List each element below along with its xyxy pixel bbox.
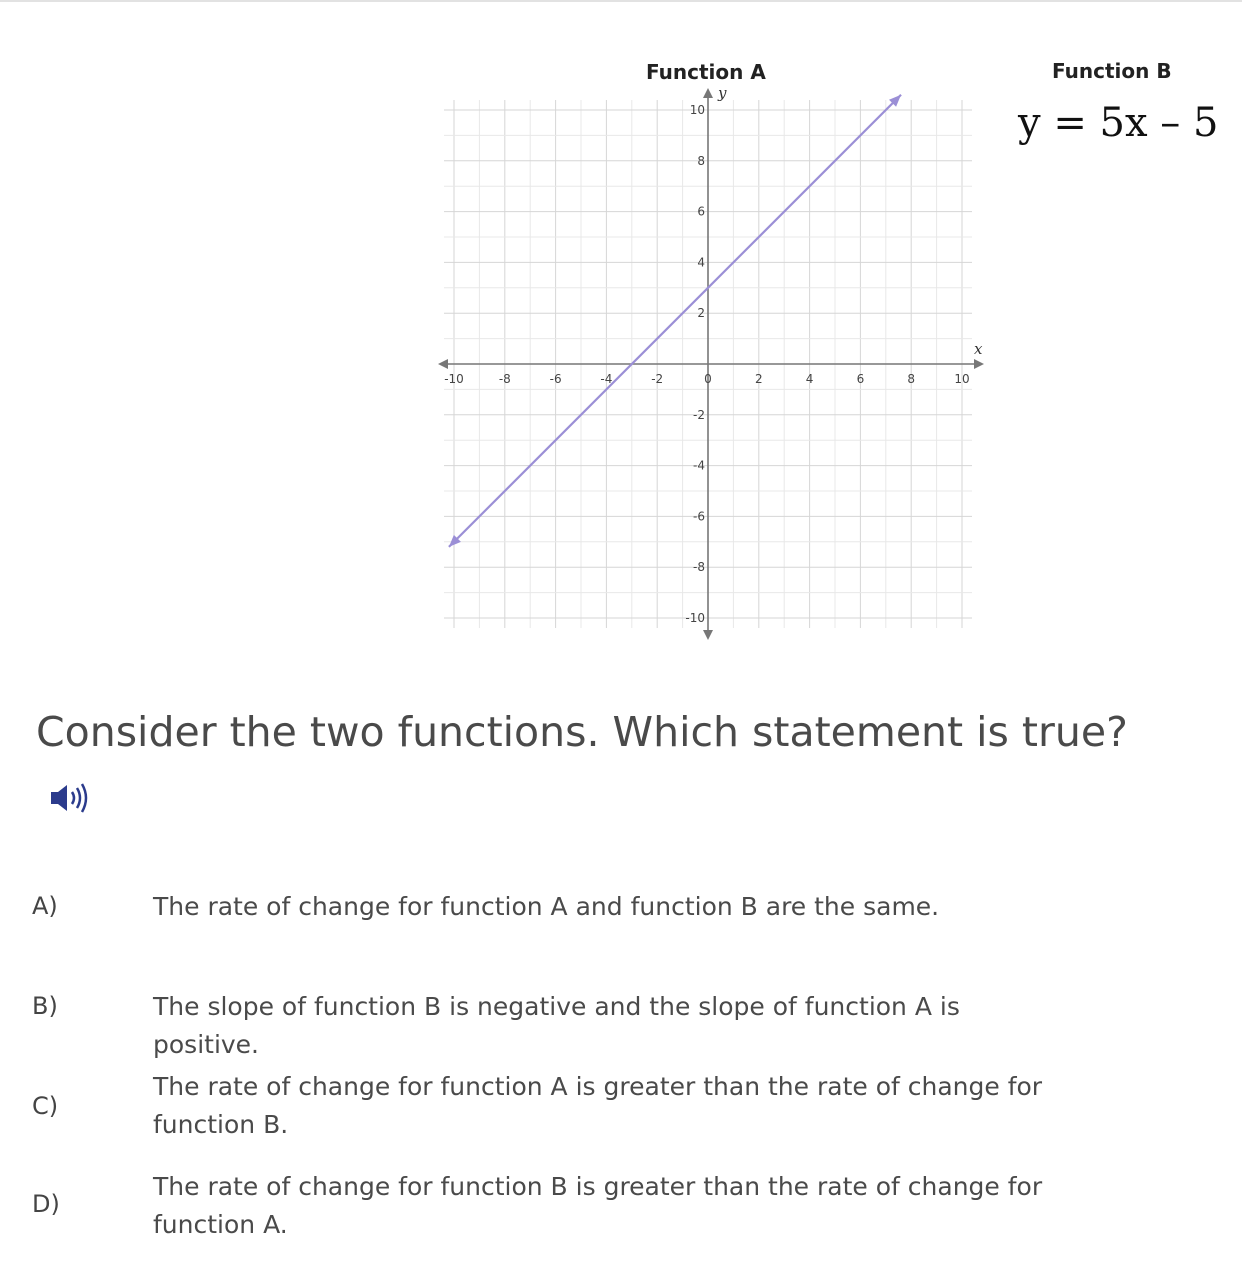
y-tick-label: -10 — [685, 611, 705, 625]
option-c[interactable] — [0, 1068, 1242, 1148]
function-a-title: Function A — [646, 60, 766, 84]
question-text: Consider the two functions. Which statement is true? — [36, 708, 1128, 756]
y-tick-label: -6 — [693, 509, 705, 524]
function-b-title: Function B — [1052, 59, 1172, 83]
x-tick-label: -8 — [498, 372, 511, 386]
x-tick-label: -4 — [600, 372, 613, 386]
y-tick-label: -8 — [693, 560, 705, 575]
x-tick-label: -10 — [444, 372, 464, 386]
y-axis-arrow-down — [703, 630, 713, 640]
option-letter: C) — [32, 1092, 59, 1120]
option-letter: A) — [32, 892, 58, 920]
function-a-line — [449, 95, 901, 547]
option-text: The rate of change for function A is greater than the rate of change for function B. — [153, 1072, 1043, 1139]
y-axis-label: y — [718, 84, 727, 102]
y-tick-label: 8 — [697, 153, 705, 168]
x-tick-label: 6 — [856, 372, 865, 386]
x-axis-arrow-left — [438, 359, 448, 369]
y-tick-label: 2 — [697, 306, 705, 321]
function-b-equation: y = 5x – 5 — [1018, 100, 1219, 146]
option-a[interactable] — [0, 886, 1242, 936]
y-tick-label: 6 — [697, 204, 705, 219]
option-letter: D) — [32, 1190, 60, 1218]
option-text: The rate of change for function A and function B are the same. — [153, 892, 940, 921]
x-tick-label: 2 — [754, 372, 763, 386]
x-tick-label: 10 — [954, 372, 970, 386]
x-tick-label: 8 — [907, 372, 916, 386]
option-letter: B) — [32, 992, 58, 1020]
y-tick-label: -2 — [693, 407, 705, 422]
x-tick-label: -6 — [549, 372, 562, 386]
y-tick-label: 4 — [697, 255, 705, 270]
y-tick-label: -4 — [693, 458, 705, 473]
speaker-icon[interactable] — [48, 780, 92, 816]
option-d[interactable] — [0, 1168, 1242, 1248]
x-tick-label: 0 — [704, 372, 712, 386]
y-axis-arrow-up — [703, 88, 713, 98]
x-axis-label: x — [974, 340, 983, 358]
x-axis-arrow-right — [974, 359, 984, 369]
y-tick-label: 10 — [689, 103, 705, 117]
option-text: The slope of function B is negative and the slope of function A is positive. — [153, 992, 960, 1059]
option-text: The rate of change for function B is greater than the rate of change for function A. — [153, 1172, 1043, 1239]
x-tick-label: -2 — [651, 372, 664, 386]
option-b[interactable] — [0, 986, 1242, 1059]
x-tick-label: 4 — [805, 372, 814, 386]
